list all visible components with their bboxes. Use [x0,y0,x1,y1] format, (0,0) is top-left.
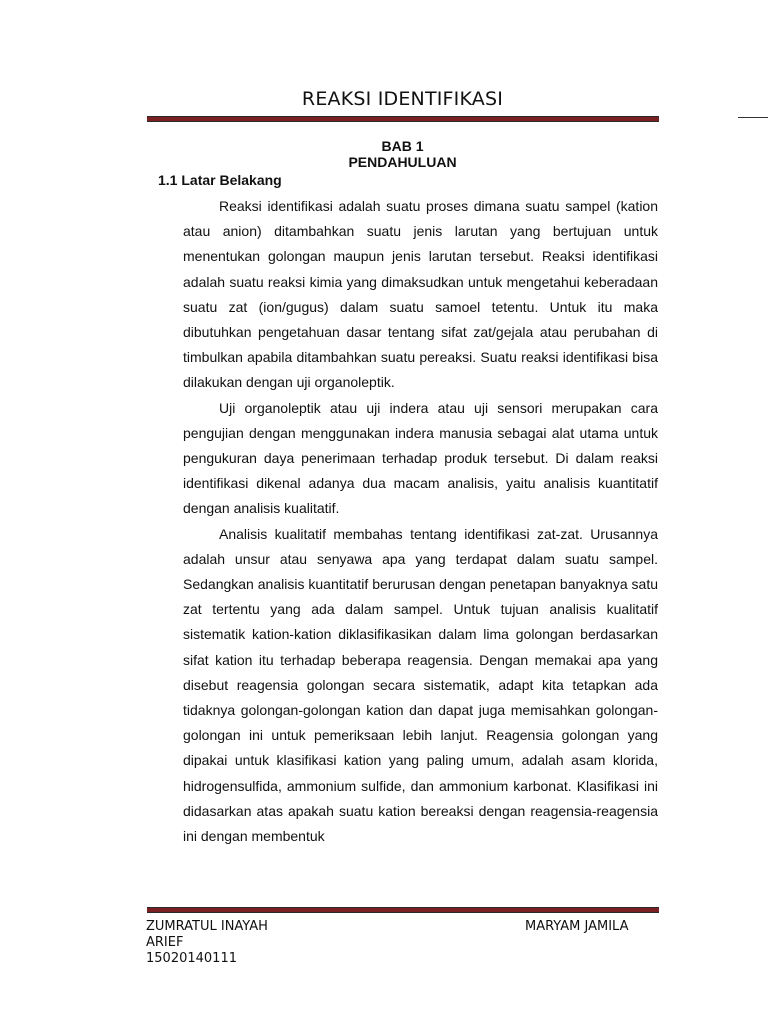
paragraph-3: Analisis kualitatif membahas tentang identifikasi zat-zat. Urusannya adalah unsur atau senyawa apa yang terdapat dalam suatu sampel. Sedangkan analisis kuantitatif berurusan dengan penetapan banyaknya satu zat tertentu yang ada dalam sampel. Untuk tujuan analisis kualitatif sistematik kation-kation diklasifikasikan dalam lima golongan berdasarkan sifat kation itu terhadap beberapa reagensia. Dengan memakai apa yang disebut reagensia golongan secara sistematik, adapt kita tetapkan ada tidaknya golongan-golongan kation dan dapat juga memisahkan golongan-golongan ini untuk pemeriksaan lebih lanjut. Reagensia golongan yang dipakai untuk klasifikasi kation yang paling umum, adalah asam klorida, hidrogensulfida, ammonium sulfide, dan ammonium karbonat. Klasifikasi ini didasarkan atas apakah suatu kation bereaksi dengan reagensia-reagensia ini dengan membentuk [183,525,658,845]
footer-author-right: MARYAM JAMILA [525,919,629,934]
page-header-title: REAKSI IDENTIFIKASI [301,88,504,110]
footer-author-name-line2: ARIEF [146,935,184,950]
footer-student-id: 15020140111 [146,951,237,966]
paragraph-1: Reaksi identifikasi adalah suatu proses dimana suatu sampel (kation atau anion) ditambahkan suatu jenis larutan yang bertujuan untuk menentukan golongan maupun jenis larutan tersebut. Reaksi identifikasi adalah suatu reaksi kimia yang dimaksudkan untuk mengetahui keberadaan suatu zat (ion/gugus) dalam suatu samoel tetentu. Untuk itu maka dibutuhkan pengetahuan dasar tentang sifat zat/gejala atau perubahan di timbulkan apabila ditambahkan suatu pereaksi. Suatu reaksi identifikasi bisa dilakukan dengan uji organoleptik. [183,198,658,391]
footer-author-left [146,919,268,967]
chapter-title: PENDAHULUAN [348,154,457,170]
chapter-number: BAB 1 [381,138,424,154]
body-text [183,194,658,849]
footer-rule [147,907,659,913]
footer-author-name-line1: ZUMRATUL INAYAH [146,919,268,934]
section-heading: 1.1 Latar Belakang [158,172,282,188]
paragraph-2: Uji organoleptik atau uji indera atau uji sensori merupakan cara pengujian dengan menggunakan indera manusia sebagai alat utama untuk pengukuran daya penerimaan terhadap produk tersebut. Di dalam reaksi identifikasi dikenal adanya dua macam analisis, yaitu analisis kuantitatif dengan analisis kualitatif. [183,399,658,517]
header-rule [147,116,659,122]
margin-mark [738,117,768,118]
